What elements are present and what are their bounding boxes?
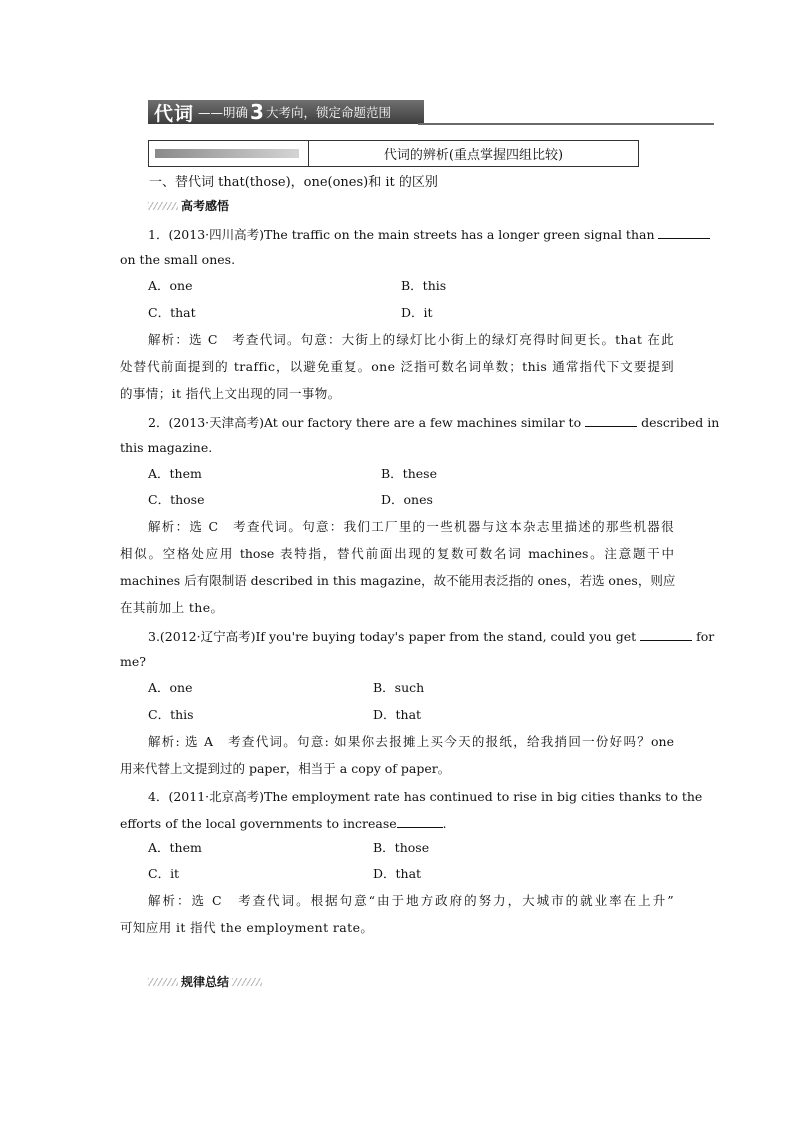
option-d: D．that [373, 707, 422, 722]
explanation-2-line-4: 在其前加上 the。 [120, 600, 224, 615]
explanation-1-line-3: 的事情；it 指代上文出现的同一事物。 [120, 386, 341, 401]
explanation-2-line-2: 相似。空格处应用 those 表特指，替代前面出现的复数可数名词 machines。注意题干中 [120, 546, 674, 561]
answer-blank [658, 226, 710, 239]
slash-decoration-icon [148, 978, 178, 986]
question-4-stem: 4．(2011·北京高考)The employment rate has continued to rise in big cities thanks to the [148, 789, 703, 804]
explanation-4-line-1: 解析：选 C 考查代词。根据句意“由于地方政府的努力，大城市的就业率在上升” [148, 893, 674, 908]
question-3-stem-cont: me? [120, 654, 146, 669]
section-header-box [148, 140, 639, 167]
question-2-stem-cont: this magazine. [120, 440, 213, 455]
option-d: D．ones [381, 492, 433, 507]
question-2-stem [148, 414, 720, 431]
rule-summary-label [148, 973, 262, 990]
slash-decoration-icon [232, 978, 262, 986]
subsection-heading: 一、替代词 that(those)，one(ones)和 it 的区别 [149, 175, 438, 190]
banner-number: 3 [250, 100, 264, 124]
question-4-stem-cont [120, 815, 447, 832]
option-b: B．this [401, 278, 447, 293]
explanation-3-line-1: 解析: 选 A 考查代词。句意: 如果你去报摊上买今天的报纸，给我捎回一份好吗？one [148, 734, 674, 749]
section-tag-bar [155, 149, 299, 158]
option-a: A．them [148, 466, 202, 481]
question-4-period: . [442, 816, 447, 831]
question-1-stem [148, 226, 674, 243]
question-4-text: efforts of the local governments to increase [120, 816, 397, 831]
option-b: B．such [373, 680, 425, 695]
answer-blank [640, 628, 692, 641]
option-c: C．those [148, 492, 205, 507]
answer-blank [585, 414, 637, 427]
explanation-3-line-2: 用来代替上文提到过的 paper，相当于 a copy of paper。 [120, 761, 451, 776]
section-header-tag [149, 141, 309, 166]
exam-insight-label [148, 197, 229, 214]
question-3-stem [148, 628, 715, 645]
banner-label [148, 100, 424, 124]
explanation-2-line-3: machines 后有限制语 described in this magazine，故不能用表泛指的 ones，若选 ones，则应 [120, 573, 676, 588]
option-c: C．it [148, 866, 180, 881]
option-d: D．it [401, 305, 433, 320]
option-d: D．that [373, 866, 422, 881]
option-b: B．those [373, 840, 430, 855]
chapter-banner [148, 100, 714, 126]
banner-dash: ——明确 [198, 105, 249, 120]
slash-decoration-icon [148, 202, 178, 210]
banner-rule [418, 123, 714, 125]
option-a: A．one [148, 680, 193, 695]
option-a: A．them [148, 840, 202, 855]
explanation-1-line-1: 解析：选 C 考查代词。句意：大街上的绿灯比小街上的绿灯亮得时间更长。that 在此 [148, 332, 674, 347]
section-title: 代词的辨析(重点掌握四组比较) [383, 148, 564, 163]
option-c: C．that [148, 305, 196, 320]
option-b: B．these [381, 466, 437, 481]
explanation-1-line-2: 处替代前面提到的 traffic，以避免重复。one 泛指可数名词单数；this 通常指代下文要提到 [120, 359, 674, 374]
banner-subtitle: 大考向，锁定命题范围 [265, 105, 391, 120]
question-1-stem-cont: on the small ones. [120, 252, 236, 267]
answer-blank [397, 815, 443, 828]
exam-insight-text: 高考感悟 [181, 199, 230, 213]
question-2-text: 2．(2013·天津高考)At our factory there are a few machines similar to [148, 415, 582, 430]
option-c: C．this [148, 707, 194, 722]
explanation-4-line-2: 可知应用 it 指代 the employment rate。 [120, 920, 374, 935]
question-2-text-end: described in [641, 415, 720, 430]
rule-summary-text: 规律总结 [181, 975, 230, 989]
explanation-2-line-1: 解析：选 C 考查代词。句意：我们工厂里的一些机器与这本杂志里描述的那些机器很 [148, 519, 674, 534]
question-3-text-end: for [696, 629, 715, 644]
question-1-text: 1．(2013·四川高考)The traffic on the main streets has a longer green signal than [148, 227, 655, 242]
question-3-text: 3.(2012·辽宁高考)If you're buying today's paper from the stand, could you get [148, 629, 637, 644]
option-a: A．one [148, 278, 193, 293]
banner-title: 代词 [154, 102, 195, 125]
